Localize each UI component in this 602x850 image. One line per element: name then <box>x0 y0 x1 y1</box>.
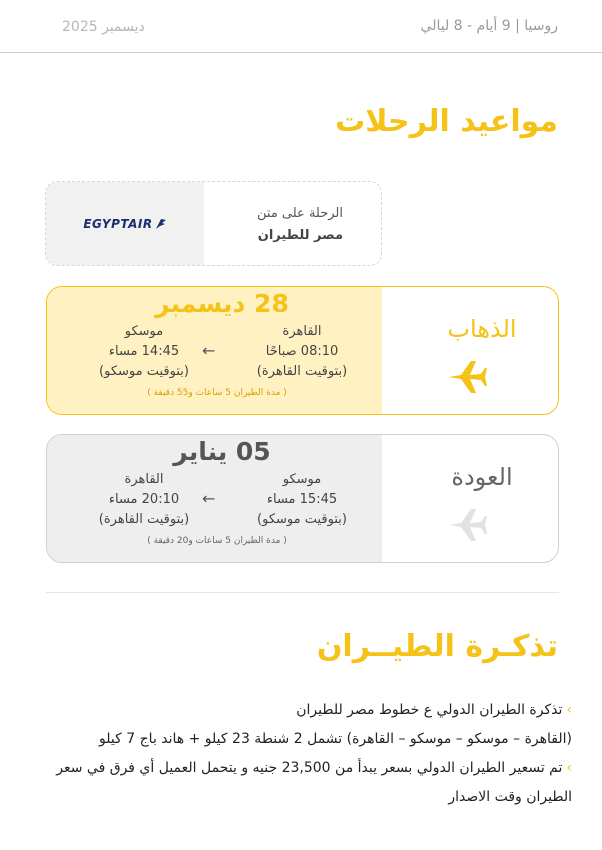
ticket-line-3: تم تسعير الطيران الدولي بسعر يبدأ من 23,500 جنيه و يتحمل العميل أي فرق في سعر الطيران وقت الاصدار <box>56 760 572 805</box>
ticket-note-2 <box>12 754 572 812</box>
outbound-to-city: موسكو <box>124 324 164 339</box>
airplane-icon <box>447 359 487 395</box>
return-to-time: 20:10 مساء <box>108 492 180 507</box>
return-departure <box>237 470 367 530</box>
airline-logo-box <box>46 182 204 265</box>
outbound-to-time: 14:45 مساء <box>108 344 180 359</box>
return-to-zone: (بتوقيت القاهرة) <box>98 512 190 527</box>
return-arrow-icon: ← <box>202 489 216 508</box>
egyptair-logo-text: EGYPTAIR <box>83 216 153 231</box>
trip-summary: روسيا | 9 أيام - 8 ليالي <box>420 18 558 34</box>
outbound-from-zone: (بتوقيت القاهرة) <box>256 364 348 379</box>
outbound-from-city: القاهرة <box>282 324 322 339</box>
schedule-title: مواعيد الرحلات <box>335 104 558 139</box>
return-to-city: القاهرة <box>124 472 164 487</box>
outbound-departure <box>237 322 367 382</box>
horus-icon <box>155 218 167 230</box>
outbound-from-time: 08:10 صباحًا <box>265 344 339 359</box>
outbound-label: الذهاب <box>447 315 517 343</box>
ticket-line-1: تذكرة الطيران الدولي ع خطوط مصر للطيران <box>296 702 563 718</box>
return-from-city: موسكو <box>282 472 322 487</box>
ticket-title: تذكـرة الطيــران <box>316 629 558 664</box>
bullet-icon: › <box>566 760 572 776</box>
return-from-zone: (بتوقيت موسكو) <box>257 512 347 527</box>
outbound-arrival <box>79 322 209 382</box>
outbound-to-zone: (بتوقيت موسكو) <box>99 364 189 379</box>
egyptair-logo <box>83 217 166 231</box>
return-date: 05 يناير <box>173 437 271 466</box>
outbound-details <box>47 287 382 414</box>
airline-name: مصر للطيران <box>257 228 343 243</box>
return-arrival <box>79 470 209 530</box>
airplane-icon <box>447 507 487 543</box>
section-divider <box>46 592 559 593</box>
outbound-duration: ( مدة الطيران 5 ساعات و55 دقيقة ) <box>147 388 287 398</box>
ticket-line-2: (القاهرة – موسكو – موسكو – القاهرة) تشمل 2 شنطة 23 كيلو + هاند باج 7 كيلو <box>99 731 572 747</box>
outbound-date: 28 ديسمبر <box>155 289 289 318</box>
airline-card <box>45 181 382 266</box>
return-duration: ( مدة الطيران 5 ساعات و20 دقيقة ) <box>147 536 287 546</box>
trip-month: ديسمبر 2025 <box>62 19 145 35</box>
page-header <box>0 0 602 53</box>
airline-aboard-label: الرحلة على متن <box>257 206 343 221</box>
outbound-arrow-icon: ← <box>202 341 216 360</box>
return-details <box>47 435 382 562</box>
return-flight-card <box>46 434 559 563</box>
ticket-line-1-row <box>12 696 572 725</box>
outbound-flight-card <box>46 286 559 415</box>
bullet-icon: › <box>566 702 572 718</box>
return-from-time: 15:45 مساء <box>266 492 338 507</box>
ticket-note-1 <box>12 696 572 754</box>
return-label: العودة <box>451 463 513 491</box>
